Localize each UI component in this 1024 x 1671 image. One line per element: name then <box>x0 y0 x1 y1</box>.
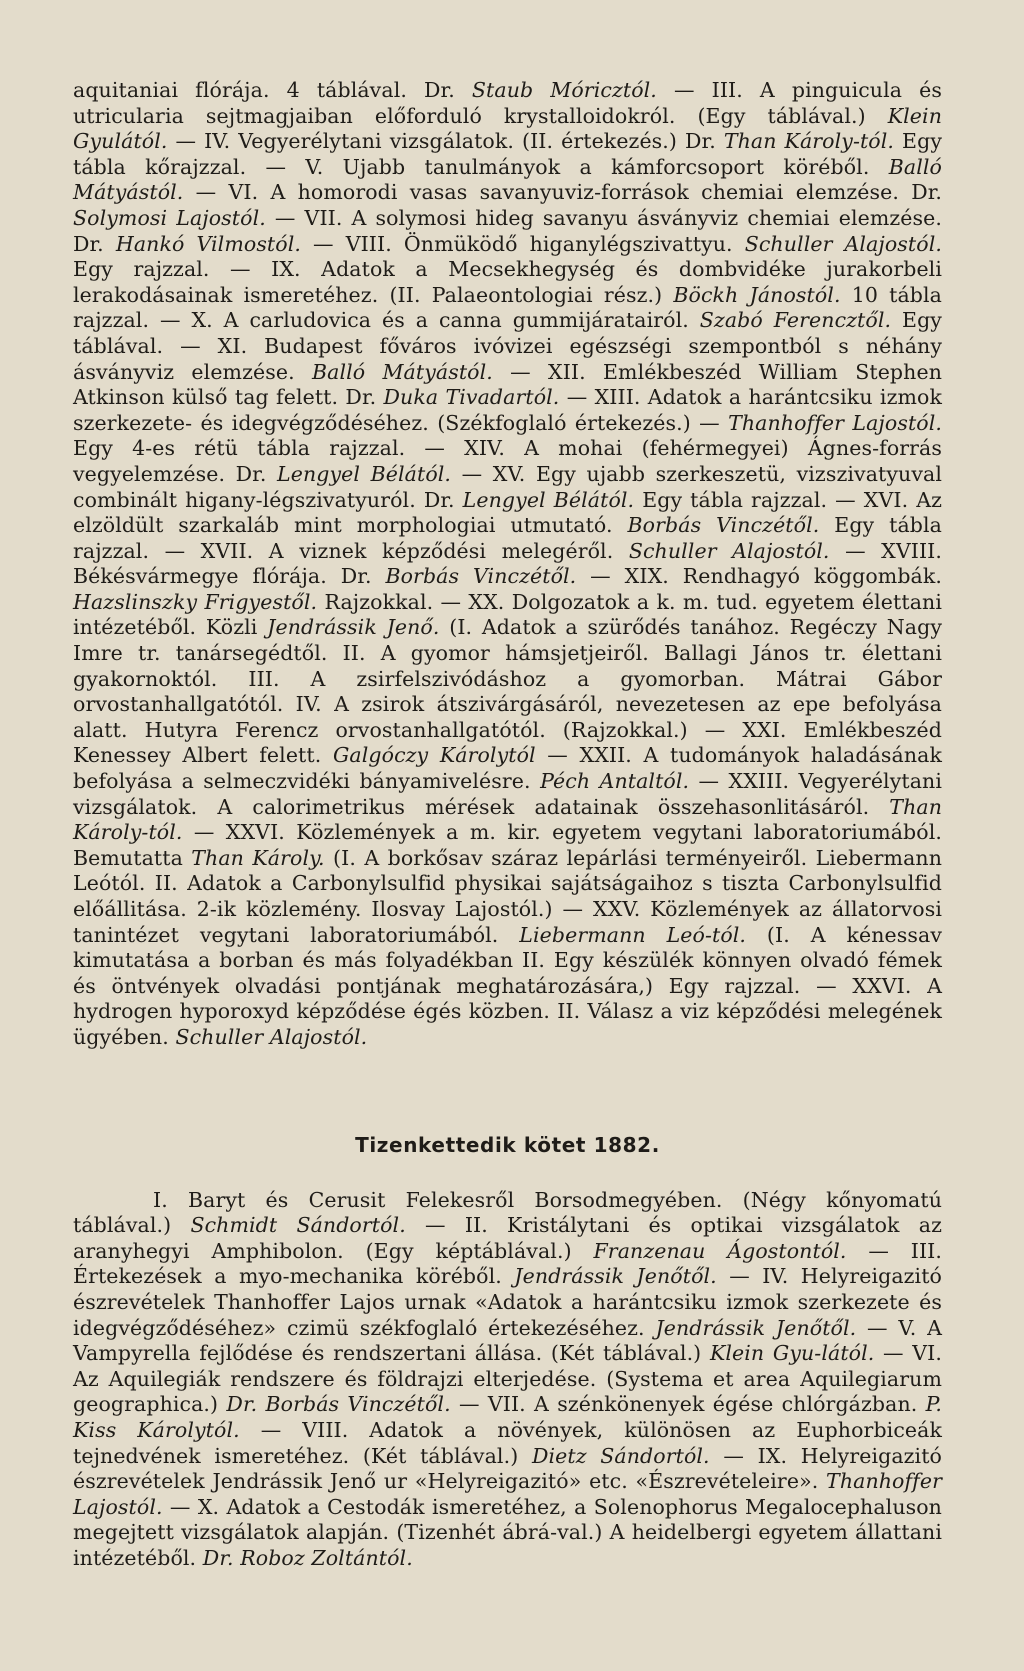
text-run: Egy táblával. — XI. Budapest főváros ivóvizei egészségi szempontból s néhány ásványviz elemzése. <box>73 308 942 384</box>
author-name: Balló Mátyástól. <box>73 154 942 205</box>
text-run: — V. A Vampyrella fejlődése és rendszertani állása. (Két táblával.) <box>73 1315 942 1366</box>
text-run: — IV. Vegyerélytani vizsgálatok. (II. értekezés.) Dr. <box>167 129 724 154</box>
author-name: Duka Tivadartól. <box>383 385 560 410</box>
author-name: Szabó Ferencztől. <box>699 308 892 333</box>
author-name: Dr. Roboz Zoltántól. <box>202 1545 413 1570</box>
author-name: Klein Gyulától. <box>73 103 942 154</box>
text-run: (I. A borkősav száraz lepárlási terményeiről. Liebermann Leótól. II. Adatok a Carbonylsulfid physikai sajátságaihoz s tiszta Carbonylsulfid előállitása. 2-ik közlemény. Ilosvay Lajostól.) — XXV. Közlemények az állatorvosi tanintézet vegytani laboratoriumából. <box>73 845 942 947</box>
author-name: Than Károly-tól. <box>73 794 942 845</box>
author-name: Thanhoffer Lajostól. <box>73 1469 942 1519</box>
author-name: Böckh Jánostól. <box>673 282 841 307</box>
text-run: — XV. Egy ujabb szerkeszetü, vizszivatyuval combinált higany-légszivatyuról. Dr. <box>73 461 942 512</box>
author-name: Schuller Alajostól. <box>744 231 942 256</box>
text-run: I. Baryt és Cerusit Felekesről Borsodmegyében. (Négy kőnyomatú táblával.) <box>73 1187 942 1238</box>
text-run: — II. Kristálytani és optikai vizsgálatok az aranyhegyi Amphibolon. (Egy képtáblával.) <box>73 1213 942 1263</box>
author-name: Borbás Vinczétől. <box>385 564 577 589</box>
text-run: Egy tábla rajzzal. — XVII. A viznek képződési melegéről. <box>73 513 942 563</box>
text-run: — IV. Helyreigazitó észrevételek Thanhoffer Lajos urnak «Adatok a harántcsiku izmok szerkezete és idegvégződéséhez» czimü székfoglaló értekezéséhez. <box>73 1264 942 1340</box>
text-run: 10 tábla rajzzal. — X. A carludovica és a canna gummijáratairól. <box>73 282 942 333</box>
text-run: — X. Adatok a Cestodák ismeretéhez, a Solenophorus Megalocephaluson megejtett vizsgálatok alapján. (Tizenhét ábrá-val.) A heidelbergi egyetem állattani intézetéből. <box>73 1494 942 1570</box>
author-name: Schuller Alajostól. <box>175 1024 368 1049</box>
author-name: Hazslinszky Frigyestől. <box>73 589 318 614</box>
author-name: Jendrássik Jenőtől. <box>655 1315 857 1340</box>
text-run: — XXII. A tudományok haladásának befolyása a selmeczvidéki bányamivelésre. <box>73 743 942 794</box>
text-run: Egy tábla kőrajzzal. — V. Ujabb tanulmányok a kámforcsoport köréből. <box>73 129 942 179</box>
paragraph-volume-contents <box>73 1188 942 1572</box>
paragraph-publications-list <box>73 78 942 1051</box>
text-run: — XXIII. Vegyerélytani vizsgálatok. A calorimetrikus mérések adatainak összehasonlitásáról. <box>73 769 943 819</box>
author-name: Schmidt Sándortól. <box>190 1213 406 1238</box>
text-run: — XXVI. Közlemények a m. kir. egyetem vegytani laboratoriumából. Bemutatta <box>73 820 942 870</box>
text-run: — VI. Az Aquilegiák rendszere és földrajzi elterjedése. (Systema et area Aquilegiarum geographica.) <box>73 1341 942 1417</box>
text-run: Egy rajzzal. — IX. Adatok a Mecsekhegység és dombvidéke jurakorbeli lerakodásainak ismeretéhez. (II. Palaeontologiai rész.) <box>73 257 942 307</box>
author-name: Péch Antaltól. <box>540 769 690 794</box>
text-run: — IX. Helyreigazitó észrevételek Jendrássik Jenő ur «Helyreigazitó» etc. «Észrevételeire». <box>73 1443 942 1494</box>
author-name: Lengyel Bélától. <box>462 487 635 512</box>
text-run: — III. Értekezések a myo-mechanika köréből. <box>73 1238 942 1289</box>
text-run: — VIII. Önmüködő higanylégszivattyu. <box>301 231 745 256</box>
volume-heading: Tizenkettedik kötet 1882. <box>355 1132 660 1157</box>
author-name: Lengyel Bélától. <box>277 461 452 486</box>
text-run: — XII. Emlékbeszéd William Stephen Atkinson külső tag felett. Dr. <box>73 359 942 410</box>
author-name: Than Károly. <box>191 845 325 870</box>
author-name: Jendrássik Jenőtől. <box>514 1264 717 1289</box>
author-name: Than Károly-tól. <box>723 129 895 154</box>
text-run: — VIII. Adatok a növények, különösen az Euphorbiceák tejnedvének ismeretéhez. (Két táblával.) <box>73 1417 942 1468</box>
author-name: P. Kiss Károlytól. <box>73 1392 942 1442</box>
author-name: Dietz Sándortól. <box>531 1443 710 1468</box>
author-name: Liebermann Leó-tól. <box>519 922 747 947</box>
text-run: aquitaniai flórája. 4 táblával. Dr. <box>73 78 472 102</box>
author-name: Galgóczy Károlytól <box>332 743 536 768</box>
text-run: — VII. A szénkönenyek égése chlórgázban. <box>450 1392 926 1417</box>
text-run: — XIII. Adatok a harántcsiku izmok szerkezete- és idegvégződéséhez. (Székfoglaló értekezés.) — <box>73 385 942 435</box>
text-run: — III. A pinguicula és utricularia sejtmagjaiban előforduló krystalloidokról. (Egy táblával.) <box>73 78 942 128</box>
text-run: Egy 4-es rétü tábla rajzzal. — XIV. A mohai (fehérmegyei) Ágnes-forrás vegyelemzése. Dr. <box>73 436 942 486</box>
text-run: — XVIII. Békésvármegye flórája. Dr. <box>73 538 942 589</box>
text-run: (I. A kénessav kimutatása a borban és más folyadékban II. Egy készülék könnyen olvadó fémek és öntvények olvadási pontjának meghatározására,) Egy rajzzal. — XXVI. A hydrogen hyporoxyd képződése égés közben. II. Válasz a viz képződési melegének ügyében. <box>73 922 942 1049</box>
author-name: Franzenau Ágostontól. <box>593 1238 847 1263</box>
author-name: Schuller Alajostól. <box>628 538 830 563</box>
text-run: (I. Adatok a szürődés tanához. Regéczy Nagy Imre tr. tanársegédtől. II. A gyomor hámsjetjeiről. Ballagi János tr. élettani gyakornoktól. III. A zsirfelszivódáshoz a gyomorban. Mátrai Gábor orvostanhallgatótól. IV. A zsirok átszivárgásáról, nevezetesen az epe befolyása alatt. Hutyra Ferencz orvostanhallgatótól. (Rajzokkal.) — XXI. Emlékbeszéd Kenessey Albert felett. <box>73 615 942 768</box>
author-name: Staub Móricztól. <box>471 78 657 102</box>
author-name: Borbás Vinczétől. <box>627 513 820 538</box>
author-name: Hankó Vilmostól. <box>115 231 301 256</box>
text-run: — VI. A homorodi vasas savanyuviz-források chemiai elemzése. Dr. <box>183 180 942 205</box>
author-name: Thanhoffer Lajostól. <box>728 410 942 435</box>
author-name: Balló Mátyástól. <box>311 359 493 384</box>
author-name: Dr. Borbás Vinczétől. <box>226 1392 451 1417</box>
text-run: — XIX. Rendhagyó köggombák. <box>576 564 942 589</box>
author-name: Jendrássik Jenő. <box>267 615 440 640</box>
text-run: Rajzokkal. — XX. Dolgozatok a k. m. tud. egyetem élettani intézetéből. Közli <box>73 589 942 640</box>
text-run: — VII. A solymosi hideg savanyu ásványviz chemiai elemzése. Dr. <box>73 205 942 256</box>
author-name: Klein Gyu-lától. <box>709 1341 875 1366</box>
text-run: Egy tábla rajzzal. — XVI. Az elzöldült szarkaláb mint morphologiai utmutató. <box>73 487 943 538</box>
author-name: Solymosi Lajostól. <box>73 205 266 230</box>
